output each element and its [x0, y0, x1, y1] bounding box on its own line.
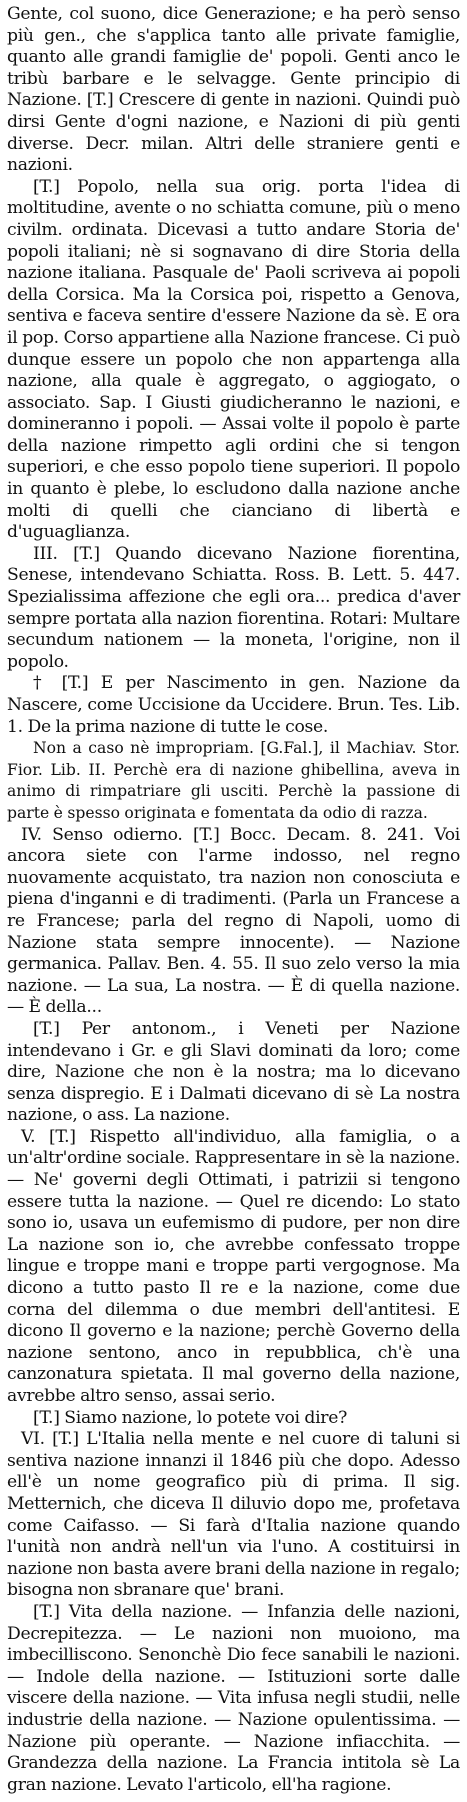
paragraph-antonomasia: [T.] Per antonom., i Veneti per Nazione intendevano i Gr. e gli Slavi dominati da loro; come dire, Nazione che non è la nostra; ma lo dicevano senza dispregio. E i Dalmati dicevano di sè La nostra nazione, o ass. La nazione. — [7, 1018, 460, 1126]
paragraph-siamo-nazione: [T.] Siamo nazione, lo potete voi dire? — [33, 1407, 347, 1428]
paragraph-gente: Gente, col suono, dice Generazione; e ha però senso più gen., che s'applica tanto alle private famiglie, quanto alle grandi famiglie de' popoli. Genti anco le tribù barbare e le selvagge. Gente principio di Nazione. [T.] Crescere di gente in nazioni. Quindi può dirsi Gente d'ogni nazione, e Nazioni di più genti diverse. Decr. milan. Altri delle straniere genti e nazioni. — [7, 4, 460, 176]
paragraph-nascimento: † [T.] E per Nascimento in gen. Nazione da Nascere, come Uccisione da Uccidere. Brun. Tes. Lib. 1. De la prima nazione di tutte le cose. — [7, 673, 460, 737]
paragraph-popolo: [T.] Popolo, nella sua orig. porta l'idea di moltitudine, avente o no schiatta comune, più o meno civilm. ordinata. Dicevasi a tutto andare Storia de' popoli italiani; nè si sognavano di dire Storia della nazione italiana. Pasquale de' Paoli scriveva ai popoli della Corsica. Ma la Corsica poi, rispetto a Genova, sentiva e faceva sentire d'essere Nazione da sè. E ora il pop. Corso appartiene alla Nazione francese. Ci può dunque essere un popolo che non appartenga alla nazione, alla quale è aggregato, o aggiogato, o associato. Sap. I Giusti giudicheranno le nazioni, e domineranno i popoli. — Assai volte il popolo è parte della nazione rimpetto agli ordini che si tengon superiori, e che esso popolo tiene superiori. Il popolo in quanto è plebe, lo escludono dalla nazione anche molti di quelli che cianciano di libertà e d'uguaglianza. — [7, 176, 460, 543]
paragraph-vita-nazione: [T.] Vita della nazione. — Infanzia delle nazioni, Decrepitezza. — Le nazioni non muoiono, ma imbecilliscono. Senonchè Dio fece sanabili le nazioni. — Indole della nazione. — Istituzioni sorte dalle viscere della nazione. — Vita infusa negli studii, nelle industrie della nazione. — Nazione opulentissima. — Nazione più operante. — Nazione infiacchita. — Grandezza della nazione. La Francia intitola sè La gran nazione. Levato l'articolo, ell'ha ragione. — [7, 1601, 460, 1795]
paragraph-machiavelli: Non a caso nè impropriam. [G.Fal.], il Machiav. Stor. Fior. Lib. II. Perchè era di nazione ghibellina, aveva in animo di rimpatriare gli usciti. Perchè la passione di parte è spesso originata e fomentata da odio di razza. — [7, 739, 460, 822]
paragraph-section-vi: VI. [T.] L'Italia nella mente e nel cuore di taluni si sentiva nazione innanzi il 1846 più che dopo. Adesso ell'è un nome geografico più di prima. Il sig. Metternich, che diceva Il diluvio dopo me, profetava come Caifasso. — Si farà d'Italia nazione quando l'unità non andrà nell'un via l'uno. A costituirsi in nazione non basta avere brani della nazione in regalo; bisogna non sbranare que' brani. — [7, 1429, 460, 1601]
paragraph-section-iv: IV. Senso odierno. [T.] Bocc. Decam. 8. 241. Voi ancora siete con l'arme indosso, nel regno nuovamente acquistato, tra nazion non conosciuta e piena d'inganni e di tradimenti. (Parla un Francese a re Francese; parla del regno di Napoli, uomo di Nazione stata sempre innocente). — Nazione germanica. Pallav. Ben. 4. 55. Il suo zelo verso la mia nazione. — La sua, La nostra. — È di quella nazione. — È della... — [7, 824, 460, 1018]
paragraph-section-v: V. [T.] Rispetto all'individuo, alla famiglia, o a un'altr'ordine sociale. Rappresentare in sè la nazione. — Ne' governi degli Ottimati, i patrizii si tengono essere tutta la nazione. — Quel re dicendo: Lo stato sono io, usava un eufemismo di pudore, per non dire La nazione son io, che avrebbe confessato troppe lingue e troppe mani e troppe parti vergognose. Ma dicono a tutto pasto Il re e la nazione, come due corna del dilemma o due membri dell'antitesi. E dicono Il governo e la nazione; perchè Governo della nazione sentono, anco in repubblica, ch'è una canzonatura spietata. Il mal governo della nazione, avrebbe altro senso, assai serio. — [7, 1126, 460, 1406]
paragraph-section-iii: III. [T.] Quando dicevano Nazione fiorentina, Senese, intendevano Schiatta. Ross. B. Lett. 5. 447. Spezialissima affezione che egli ora... predica d'aver sempre portata alla nazion fiorentina. Rotari: Multare secundum nationem — la moneta, l'origine, non il popolo. — [7, 543, 460, 672]
